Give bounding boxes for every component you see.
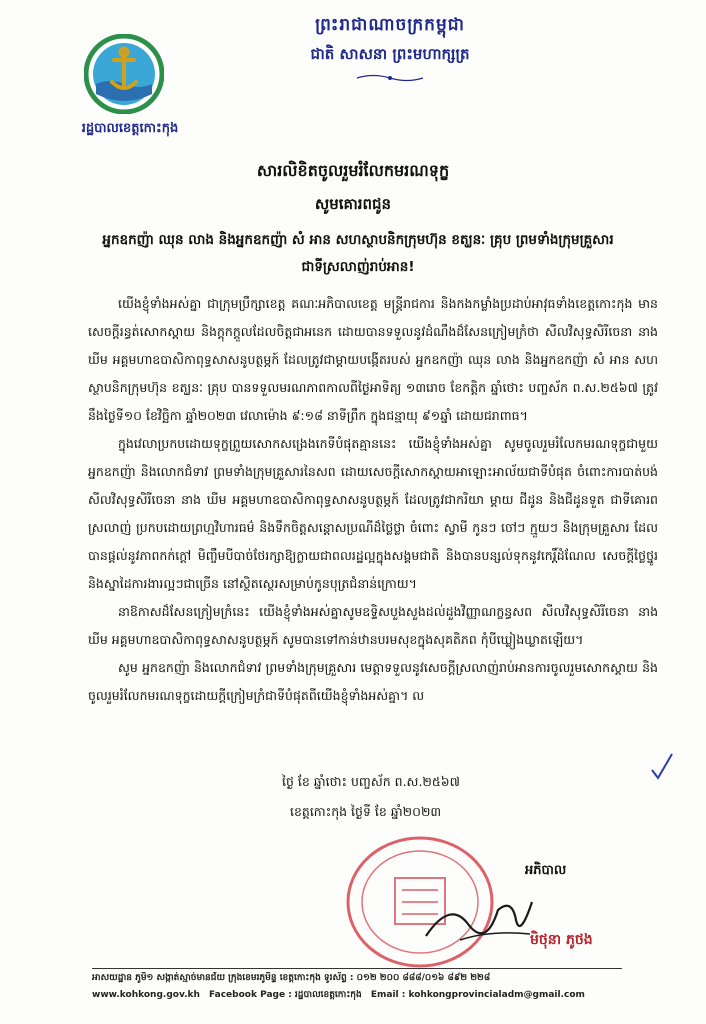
paragraph-2: ក្នុងវេលាប្រកបដោយទុក្ខព្រួយសោកសង្រេងកេទីបំផុតគ្មាននេះ យើងខ្ញុំទាំងអស់គ្នា សូមចូលរួមរំលែកមរណទុក្ខជាមួយ អ្នកឧកញ៉ា និងលោកជំទាវ ព្រមទាំងក្រុមគ្រួសារនៃសព ដោយសេចក្តីសោកស្តាយអាឡោះអាល័យជាទីបំផុត ចំពោះការបាត់បង់ សីលវិសុទ្ធសិរីចេនា នាង ឃីម អគ្គមហាឧបាសិកាពុទ្ធសាសនូបត្ថម្ភក៍ ដែលត្រូវជាករិយា ម្តាយ ជីដូន និងជីដូនទួត ជាទីគោរពស្រលាញ់ ប្រកបដោយព្រហ្មវិហារធម៌ និងទឹកចិត្តសន្តោសប្រណីដ៏ថ្លៃថ្លា ចំពោះ ស្វាមី កូនៗ ចៅៗ ក្មួយៗ និងក្រុមគ្រួសារ ដែលបានផ្តល់នូវភាពកក់ក្តៅ មិញ្ចឹមបីបាច់ថែរក្សាឱ្យក្លាយជាពលរដ្ឋល្អក្នុងសង្គមជាតិ និងបានបន្សល់ទុកនូវកេរ្តិ៍ដំណែល សេចក្តីថ្លៃថ្នូរ និងស្នាដៃការងារល្អៗជាច្រើន នៅស្ថិតស្ថេរសម្រាប់កូនបុត្រជំនាន់ក្រោយ។: [88, 436, 658, 591]
letter-title: សារលិខិតចូលរួមរំលែកមរណទុក្ខ: [256, 161, 450, 180]
date-lunar: ថ្ងៃ ខែ ឆ្នាំថោះ បញ្ចស័ក ព.ស.២៥៦៧: [282, 774, 460, 789]
paragraph-4: សូម អ្នកឧកញ៉ា និងលោកជំទាវ ព្រមទាំងក្រុមគ្រួសារ មេត្តាទទួលនូវសេចក្តីស្រលាញ់រាប់អានការចូលរួមសោកស្តាយ និងចូលរួមរំលែកមរណទុក្ខដោយក្តីក្រៀមក្រំជាទីបំផុតពីយើងខ្ញុំទាំងអស់គ្នា។ ល: [88, 660, 658, 703]
paragraph-1: យើងខ្ញុំទាំងអស់គ្នា ជាក្រុមប្រឹក្សាខេត្ត គណៈអភិបាលខេត្ត មន្ត្រីរាជការ និងកងកម្លាំងប្រដាប់អាវុធទាំងខេត្តកោះកុង មានសេចក្តីរន្ធត់សោកស្តាយ និងក្តុកក្តួលដែលចិត្តជាអនេក ដោយបានទទួលនូវដំណឹងដ៏សែនក្រៀមក្រំថា សីលវិសុទ្ធសិរីចេនា នាង ឃីម អគ្គមហាឧបាសិកាពុទ្ធសាសនូបត្ថម្ភក៍ ដែលត្រូវជាម្តាយបង្កើតរបស់ អ្នកឧកញ៉ា ឈុន លាង និងអ្នកឧកញ៉ា សំ អាន សហស្ថាបនិកក្រុមហ៊ុន ខត្ឃនៈ គ្រុប បានទទួលមរណភាពកាលពីថ្ងៃអាទិត្យ ១៣រោច ខែកត្តិក ឆ្នាំថោះ បញ្ចស័ក ព.ស.២៥៦៧ ត្រូវនឹងថ្ងៃទី១០ ខែវិច្ឆិកា ឆ្នាំ២០២៣ វេលាម៉ោង ៩:១៨ នាទីព្រឹក ក្នុងជន្មាយុ ៩១ឆ្នាំ ដោយជរាពាធ។: [88, 296, 658, 423]
kingdom-header: [200, 14, 580, 87]
kingdom-motto: ជាតិ សាសនា ព្រះមហាក្សត្រ: [310, 45, 470, 63]
footer-contacts: [92, 989, 622, 1002]
letter-recipient: អ្នកឧកញ៉ា ឈុន លាង និងអ្នកឧកញ៉ា សំ អាន សហស្ថាបនិកក្រុមហ៊ុន ខត្ឃនៈ គ្រុប ព្រមទាំងក្រុមគ្រួសារ ជាទីស្រលាញ់រាប់អាន!: [102, 232, 614, 275]
footer-divider: [92, 968, 622, 969]
footer-email: Email : kohkongprovincialadm@gmail.com: [370, 990, 585, 1000]
footer-facebook: Facebook Page : រដ្ឋបាលខេត្តកោះកុង: [209, 990, 362, 1000]
kingdom-title: ព្រះរាជាណាចក្រកម្ពុជា: [315, 15, 465, 35]
admin-name: រដ្ឋបាលខេត្តកោះកុង: [81, 121, 179, 136]
footer-address: អាសយដ្ឋាន ភូមិ១ សង្កាត់ស្មាច់មានជ័យ ក្រុងខេមរភូមិន្ទ ខេត្តកោះកុង ទូរស័ព្ទ : ០១២ ២០០ ៨៨៨/០១៦ ៨៩២ ២២៨: [92, 973, 491, 983]
letter-body: [88, 290, 658, 710]
signer-name: មិថុនា ភូថង: [530, 932, 593, 948]
paragraph-3: នាឱកាសដ៏សែនក្រៀមក្រំនេះ យើងខ្ញុំទាំងអស់គ្នាសូមឧទ្ទិសបួងសួងដល់ដួងវិញ្ញាណក្ខន្ធសព សីលវិសុទ្ធសិរីចេនា នាង ឃីម អគ្គមហាឧបាសិកាពុទ្ធសាសនូបត្ថម្ភក៍ សូមបានទៅកាន់ឋានបរមសុខក្នុងសុគតិភព កុំបីឃ្លៀងឃ្លាតឡើយ។: [88, 604, 658, 647]
footer-website: www.kohkong.gov.kh: [92, 990, 200, 1000]
date-solar: ខេត្តកោះកុង ថ្ងៃទី ខែ ឆ្នាំ២០២៣: [290, 804, 442, 819]
signature-icon: [420, 880, 540, 950]
letter-salutation: សូមគោរពជូន: [314, 195, 392, 213]
anchor-emblem-icon: [84, 34, 164, 114]
signer-title: អភិបាល: [525, 863, 567, 878]
ornament-divider-icon: [355, 73, 425, 83]
